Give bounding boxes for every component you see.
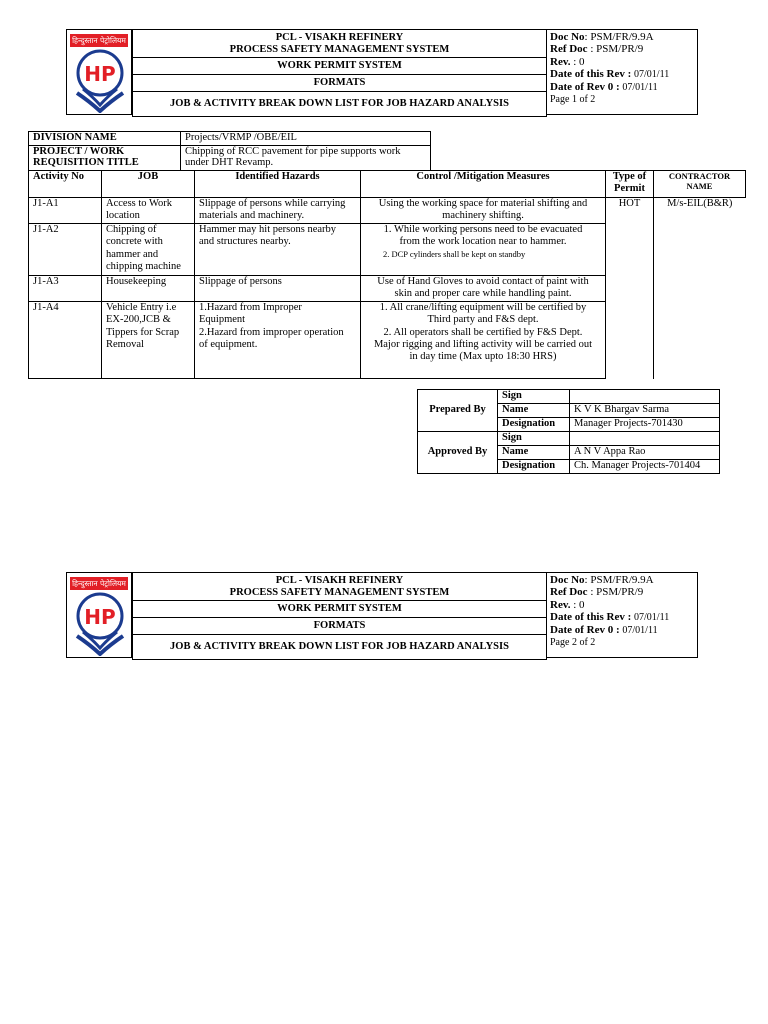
formats-label: FORMATS	[133, 618, 547, 635]
prepared-name: K V K Bhargav Sarma	[570, 404, 720, 418]
activity-no: J1-A3	[29, 276, 102, 302]
job-cell: Vehicle Entry i.e EX-200,JCB & Tippers for Scrap Removal	[102, 302, 195, 379]
designation-label: Designation	[498, 418, 570, 432]
contractor-cell: M/s-EIL(B&R)	[654, 198, 746, 379]
col-permit-type: Type of Permit	[606, 171, 654, 198]
division-value: Projects/VRMP /OBE/EIL	[181, 132, 431, 146]
activity-no: J1-A1	[29, 198, 102, 224]
header-title-block	[132, 572, 547, 660]
job-cell: Chipping of concrete with hammer and chipping machine	[102, 224, 195, 276]
job-cell: Access to Work location	[102, 198, 195, 224]
page-number: Page 1 of 2	[550, 94, 596, 106]
project-value: Chipping of RCC pavement for pipe supports work under DHT Revamp.	[181, 146, 431, 171]
permit-type-cell: HOT	[606, 198, 654, 379]
logo-hindi-text: हिन्दुस्तान पेट्रोलियम	[70, 577, 128, 590]
document-title: JOB & ACTIVITY BREAK DOWN LIST FOR JOB HAZARD ANALYSIS	[133, 635, 547, 660]
hazard-cell: Slippage of persons while carrying materials and machinery.	[195, 198, 361, 224]
table-row	[29, 198, 746, 224]
work-permit-system: WORK PERMIT SYSTEM	[133, 601, 547, 618]
project-label: PROJECT / WORK REQUISITION TITLE	[29, 146, 181, 171]
activity-no: J1-A4	[29, 302, 102, 379]
hazard-cell: Slippage of persons	[195, 276, 361, 302]
org-name: PCL - VISAKH REFINERY PROCESS SAFETY MANAGEMENT SYSTEM	[133, 30, 547, 58]
control-cell: 1. All crane/lifting equipment will be certified by Third party and F&S dept. 2. All operators shall be certified by F&S Dept. Major rigging and lifting activity will be carried out in day time (Max upto 18:30 HRS)	[361, 302, 606, 379]
hazard-analysis-table	[28, 170, 746, 379]
name-label: Name	[498, 404, 570, 418]
hp-logo	[66, 572, 132, 658]
control-cell: Using the working space for material shifting and machinery shifting.	[361, 198, 606, 224]
document-control-info: Doc No: PSM/FR/9.9A Ref Doc : PSM/PR/9 Rev. : 0 Date of this Rev : 07/01/11 Date of Rev 0 : 07/01/11 Page 2 of 2	[546, 572, 698, 658]
approved-designation: Ch. Manager Projects-701404	[570, 460, 720, 474]
logo-hindi-text: हिन्दुस्तान पेट्रोलियम	[70, 34, 128, 47]
hp-emblem-icon	[71, 592, 129, 656]
document-title: JOB & ACTIVITY BREAK DOWN LIST FOR JOB HAZARD ANALYSIS	[133, 92, 547, 117]
header-title-block	[132, 29, 547, 117]
hazard-cell: 1.Hazard from Improper Equipment 2.Hazard from improper operation of equipment.	[195, 302, 361, 379]
sign-label: Sign	[498, 390, 570, 404]
designation-label: Designation	[498, 460, 570, 474]
activity-no: J1-A2	[29, 224, 102, 276]
job-cell: Housekeeping	[102, 276, 195, 302]
approved-name: A N V Appa Rao	[570, 446, 720, 460]
prepared-by-label: Prepared By	[418, 390, 498, 432]
col-job: JOB	[102, 171, 195, 198]
col-contractor: CONTRACTOR NAME	[654, 171, 746, 198]
name-label: Name	[498, 446, 570, 460]
control-cell: Use of Hand Gloves to avoid contact of paint with skin and proper care while handling paint.	[361, 276, 606, 302]
formats-label: FORMATS	[133, 75, 547, 92]
work-permit-system: WORK PERMIT SYSTEM	[133, 58, 547, 75]
hp-logo	[66, 29, 132, 115]
signature-table	[417, 389, 720, 474]
col-activity-no: Activity No	[29, 171, 102, 198]
approved-sign-field	[570, 432, 720, 446]
col-control: Control /Mitigation Measures	[361, 171, 606, 198]
sign-label: Sign	[498, 432, 570, 446]
table-header-row	[29, 171, 746, 198]
page-number: Page 2 of 2	[550, 637, 596, 649]
logo-letters: HP	[84, 605, 116, 629]
prepared-designation: Manager Projects-701430	[570, 418, 720, 432]
hazard-cell: Hammer may hit persons nearby and structures nearby.	[195, 224, 361, 276]
document-control-info: Doc No: PSM/FR/9.9A Ref Doc : PSM/PR/9 Rev. : 0 Date of this Rev : 07/01/11 Date of Rev 0 : 07/01/11 Page 1 of 2	[546, 29, 698, 115]
division-project-table	[28, 131, 431, 171]
col-hazards: Identified Hazards	[195, 171, 361, 198]
approved-by-label: Approved By	[418, 432, 498, 474]
logo-letters: HP	[84, 62, 116, 86]
division-label: DIVISION NAME	[29, 132, 181, 146]
prepared-sign-field	[570, 390, 720, 404]
org-name: PCL - VISAKH REFINERY PROCESS SAFETY MANAGEMENT SYSTEM	[133, 573, 547, 601]
control-cell: 1. While working persons need to be evacuated from the work location near to hammer. 2. DCP cylinders shall be kept on standby	[361, 224, 606, 276]
hp-emblem-icon	[71, 49, 129, 113]
